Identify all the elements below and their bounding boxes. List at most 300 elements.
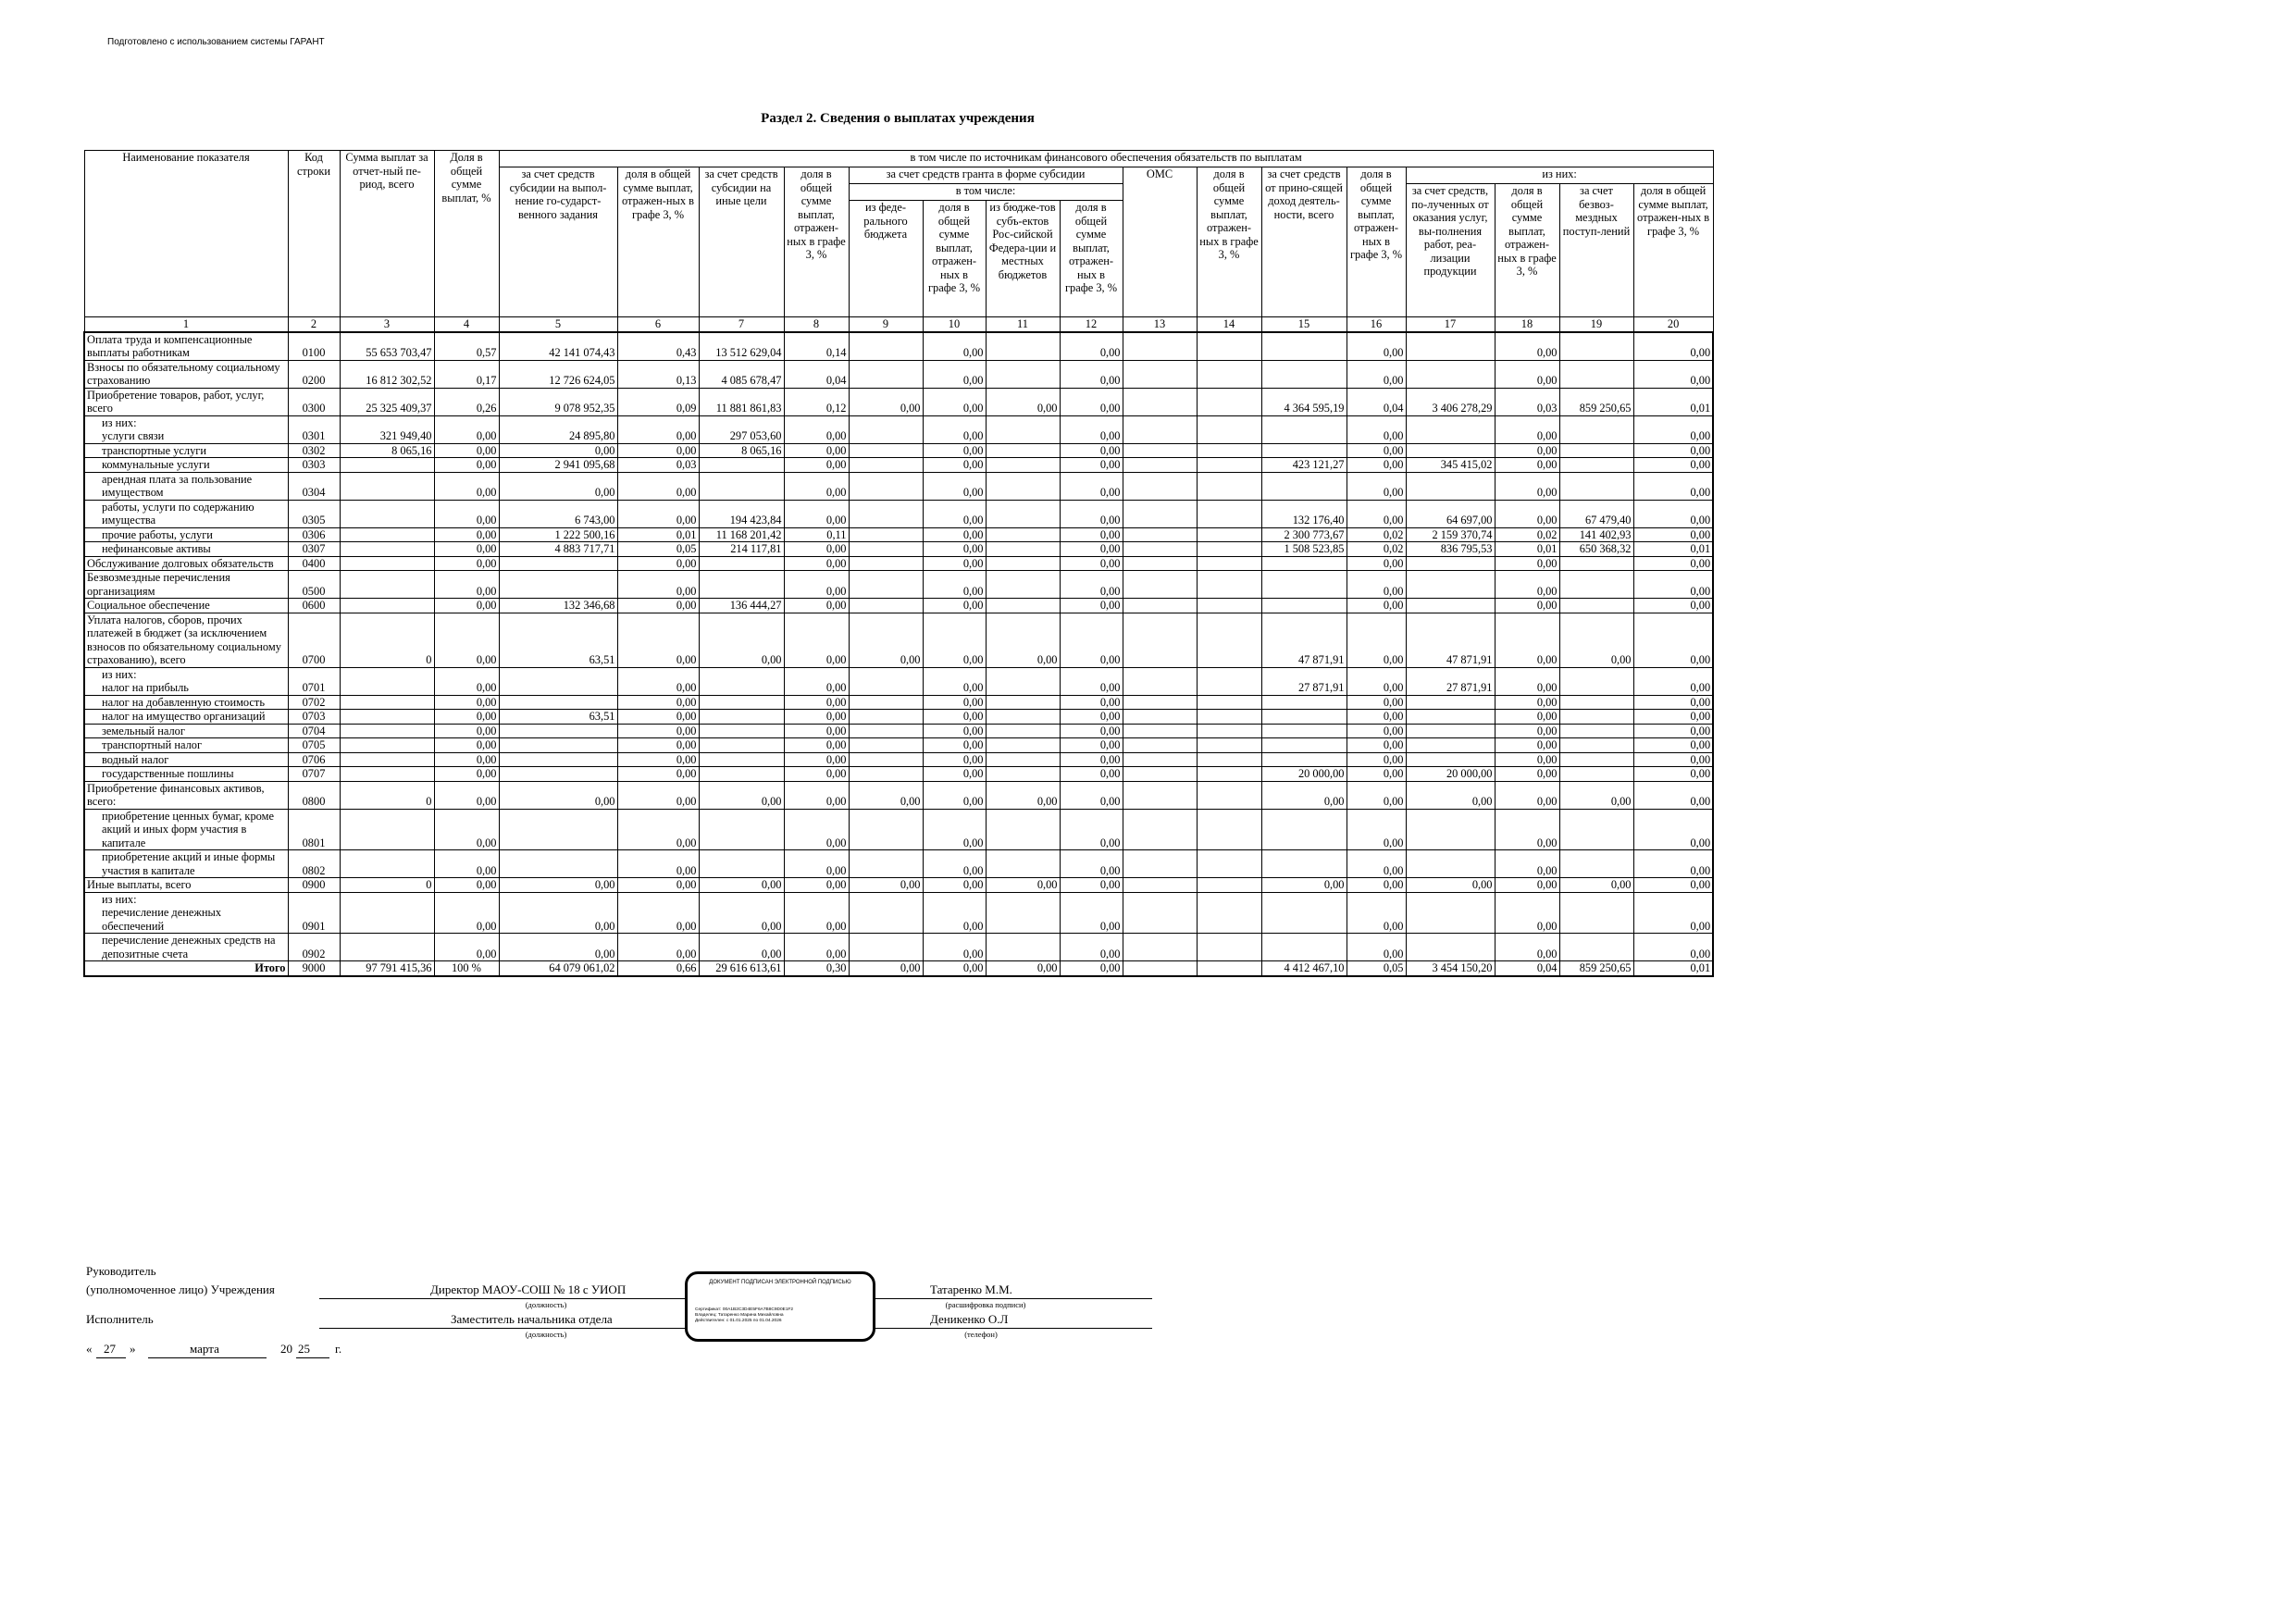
- row-value-col-9: [849, 458, 923, 473]
- row-value-col-19: [1559, 472, 1633, 500]
- row-value-col-11: [986, 415, 1060, 443]
- row-value-col-3: [340, 667, 434, 695]
- column-number: 10: [923, 317, 986, 332]
- row-name: арендная плата за пользование имуществом: [84, 472, 288, 500]
- row-value-col-7: 297 053,60: [699, 415, 784, 443]
- row-value-col-9: [849, 599, 923, 613]
- row-value-col-11: 0,00: [986, 781, 1060, 809]
- head-name: Татаренко М.М.: [930, 1282, 1012, 1296]
- row-code: 0703: [288, 710, 340, 725]
- row-value-col-17: 47 871,91: [1406, 613, 1495, 667]
- row-code: 0305: [288, 500, 340, 527]
- row-value-col-19: 141 402,93: [1559, 527, 1633, 542]
- row-value-col-4: 0,00: [434, 809, 499, 850]
- row-value-col-16: 0,00: [1347, 415, 1406, 443]
- row-value-col-9: [849, 934, 923, 961]
- payments-body: [84, 332, 1713, 976]
- row-value-col-3: 321 949,40: [340, 415, 434, 443]
- col-15-header: за счет средств от прино-сящей доход деятель-ности, всего: [1261, 167, 1347, 317]
- row-value-col-10: 0,00: [923, 556, 986, 571]
- table-row: [84, 892, 1713, 934]
- row-value-col-3: [340, 542, 434, 557]
- row-value-col-17: [1406, 892, 1495, 934]
- row-value-col-14: [1197, 961, 1261, 976]
- row-value-col-7: [699, 710, 784, 725]
- row-value-col-20: 0,00: [1633, 850, 1713, 878]
- head-position: Директор МАОУ-СОШ № 18 с УИОП: [430, 1282, 627, 1296]
- row-value-col-8: 0,00: [784, 472, 849, 500]
- row-value-col-7: 8 065,16: [699, 443, 784, 458]
- row-value-col-12: 0,00: [1060, 458, 1123, 473]
- row-value-col-12: 0,00: [1060, 934, 1123, 961]
- row-value-col-5: 1 222 500,16: [499, 527, 617, 542]
- row-code: 0901: [288, 892, 340, 934]
- row-value-col-7: [699, 724, 784, 738]
- table-row: [84, 850, 1713, 878]
- row-value-col-7: [699, 809, 784, 850]
- row-value-col-4: 0,00: [434, 527, 499, 542]
- col-code-header: Код строки: [288, 151, 340, 317]
- row-value-col-17: 836 795,53: [1406, 542, 1495, 557]
- row-value-col-7: [699, 556, 784, 571]
- row-value-col-11: [986, 458, 1060, 473]
- row-name: Оплата труда и компенсационные выплаты работникам: [84, 332, 288, 361]
- col-13-header: ОМС: [1123, 167, 1197, 317]
- row-value-col-7: 11 881 861,83: [699, 388, 784, 415]
- row-value-col-12: 0,00: [1060, 360, 1123, 388]
- row-value-col-4: 0,00: [434, 892, 499, 934]
- executor-position-caption: (должность): [525, 1330, 567, 1339]
- row-value-col-15: 423 121,27: [1261, 458, 1347, 473]
- row-value-col-3: 0: [340, 613, 434, 667]
- row-value-col-5: [499, 850, 617, 878]
- row-value-col-12: 0,00: [1060, 961, 1123, 976]
- row-value-col-4: 0,00: [434, 556, 499, 571]
- row-value-col-19: [1559, 892, 1633, 934]
- col-9-header: из феде-рального бюджета: [849, 201, 923, 317]
- row-value-col-16: 0,00: [1347, 892, 1406, 934]
- row-value-col-9: [849, 724, 923, 738]
- row-value-col-3: 25 325 409,37: [340, 388, 434, 415]
- row-value-col-9: [849, 809, 923, 850]
- row-code: 0400: [288, 556, 340, 571]
- row-value-col-19: [1559, 752, 1633, 767]
- row-value-col-12: 0,00: [1060, 767, 1123, 782]
- row-value-col-18: 0,00: [1495, 500, 1559, 527]
- table-row: [84, 542, 1713, 557]
- row-value-col-14: [1197, 388, 1261, 415]
- row-value-col-11: [986, 695, 1060, 710]
- row-value-col-10: 0,00: [923, 472, 986, 500]
- row-value-col-9: 0,00: [849, 388, 923, 415]
- row-value-col-8: 0,00: [784, 892, 849, 934]
- row-value-col-9: [849, 472, 923, 500]
- row-value-col-14: [1197, 850, 1261, 878]
- row-value-col-20: 0,00: [1633, 781, 1713, 809]
- table-row: [84, 500, 1713, 527]
- row-value-col-17: [1406, 571, 1495, 599]
- row-value-col-19: [1559, 809, 1633, 850]
- row-value-col-7: 214 117,81: [699, 542, 784, 557]
- row-value-col-16: 0,02: [1347, 542, 1406, 557]
- row-value-col-7: 13 512 629,04: [699, 332, 784, 361]
- row-value-col-18: 0,00: [1495, 332, 1559, 361]
- row-name: Уплата налогов, сборов, прочих платежей в бюджет (за исключением взносов по обязательному социальному страхованию), всего: [84, 613, 288, 667]
- row-value-col-7: [699, 458, 784, 473]
- row-value-col-16: 0,00: [1347, 443, 1406, 458]
- stamp-title: ДОКУМЕНТ ПОДПИСАН ЭЛЕКТРОННОЙ ПОДПИСЬЮ: [709, 1280, 851, 1285]
- row-code: 0600: [288, 599, 340, 613]
- row-value-col-13: [1123, 500, 1197, 527]
- row-value-col-13: [1123, 767, 1197, 782]
- row-value-col-11: [986, 738, 1060, 753]
- row-value-col-15: [1261, 724, 1347, 738]
- col-8-header: доля в общей сумме выплат, отражен-ных в графе 3, %: [784, 167, 849, 317]
- row-value-col-5: 24 895,80: [499, 415, 617, 443]
- row-value-col-13: [1123, 809, 1197, 850]
- row-value-col-15: 27 871,91: [1261, 667, 1347, 695]
- row-value-col-4: 100 %: [434, 961, 499, 976]
- row-name: Иные выплаты, всего: [84, 878, 288, 893]
- row-value-col-8: 0,00: [784, 710, 849, 725]
- row-value-col-13: [1123, 542, 1197, 557]
- row-value-col-11: [986, 527, 1060, 542]
- row-value-col-12: 0,00: [1060, 809, 1123, 850]
- row-code: 0706: [288, 752, 340, 767]
- row-code: 0800: [288, 781, 340, 809]
- row-value-col-8: 0,00: [784, 767, 849, 782]
- garant-note: Подготовлено с использованием системы ГАРАНТ: [107, 37, 325, 47]
- row-value-col-3: [340, 850, 434, 878]
- table-row: [84, 695, 1713, 710]
- row-value-col-6: 0,00: [617, 472, 699, 500]
- row-code: 0500: [288, 571, 340, 599]
- row-name: Приобретение финансовых активов, всего:: [84, 781, 288, 809]
- row-value-col-10: 0,00: [923, 500, 986, 527]
- row-value-col-8: 0,30: [784, 961, 849, 976]
- row-value-col-17: 64 697,00: [1406, 500, 1495, 527]
- table-row: [84, 388, 1713, 415]
- row-value-col-10: 0,00: [923, 388, 986, 415]
- row-value-col-20: 0,01: [1633, 542, 1713, 557]
- row-value-col-3: [340, 472, 434, 500]
- table-row: [84, 458, 1713, 473]
- row-value-col-5: [499, 752, 617, 767]
- row-value-col-15: 0,00: [1261, 781, 1347, 809]
- row-value-col-9: [849, 415, 923, 443]
- row-value-col-18: 0,00: [1495, 724, 1559, 738]
- row-value-col-16: 0,00: [1347, 781, 1406, 809]
- row-value-col-5: [499, 767, 617, 782]
- row-value-col-19: [1559, 710, 1633, 725]
- row-value-col-12: 0,00: [1060, 527, 1123, 542]
- row-value-col-12: 0,00: [1060, 752, 1123, 767]
- row-value-col-5: 42 141 074,43: [499, 332, 617, 361]
- row-code: 0303: [288, 458, 340, 473]
- row-value-col-20: 0,00: [1633, 360, 1713, 388]
- row-value-col-18: 0,01: [1495, 542, 1559, 557]
- row-value-col-10: 0,00: [923, 961, 986, 976]
- row-name: Взносы по обязательному социальному страхованию: [84, 360, 288, 388]
- col-5-header: за счет средств субсидии на выпол-нение го-сударст-венного задания: [499, 167, 617, 317]
- row-value-col-16: 0,00: [1347, 599, 1406, 613]
- row-value-col-7: [699, 767, 784, 782]
- row-value-col-17: [1406, 472, 1495, 500]
- row-value-col-20: 0,00: [1633, 599, 1713, 613]
- row-value-col-17: [1406, 695, 1495, 710]
- row-value-col-5: 6 743,00: [499, 500, 617, 527]
- row-value-col-18: 0,00: [1495, 571, 1559, 599]
- col-grant-header: за счет средств гранта в форме субсидии: [849, 167, 1123, 184]
- row-value-col-14: [1197, 527, 1261, 542]
- row-value-col-19: [1559, 695, 1633, 710]
- row-value-col-20: 0,00: [1633, 556, 1713, 571]
- row-value-col-10: 0,00: [923, 724, 986, 738]
- row-value-col-11: [986, 360, 1060, 388]
- row-code: 0300: [288, 388, 340, 415]
- row-value-col-15: [1261, 443, 1347, 458]
- row-value-col-8: 0,04: [784, 360, 849, 388]
- row-value-col-19: [1559, 738, 1633, 753]
- row-code: 0700: [288, 613, 340, 667]
- row-value-col-9: [849, 767, 923, 782]
- row-value-col-9: [849, 360, 923, 388]
- column-number: 3: [340, 317, 434, 332]
- row-value-col-3: 0: [340, 781, 434, 809]
- row-value-col-18: 0,00: [1495, 892, 1559, 934]
- row-code: 0705: [288, 738, 340, 753]
- row-value-col-6: 0,00: [617, 556, 699, 571]
- row-value-col-12: 0,00: [1060, 472, 1123, 500]
- row-name: водный налог: [84, 752, 288, 767]
- column-number: 4: [434, 317, 499, 332]
- row-value-col-4: 0,00: [434, 667, 499, 695]
- row-value-col-11: [986, 472, 1060, 500]
- row-value-col-9: [849, 752, 923, 767]
- row-value-col-15: [1261, 809, 1347, 850]
- row-value-col-15: [1261, 695, 1347, 710]
- row-value-col-17: 20 000,00: [1406, 767, 1495, 782]
- row-value-col-8: 0,00: [784, 781, 849, 809]
- row-value-col-14: [1197, 542, 1261, 557]
- row-value-col-10: 0,00: [923, 809, 986, 850]
- stamp-line: Сертификат: 00A1B2C3D4E5F6A7B8C9D0E1F2: [695, 1307, 794, 1312]
- row-value-col-14: [1197, 892, 1261, 934]
- row-value-col-8: 0,00: [784, 809, 849, 850]
- row-value-col-3: [340, 458, 434, 473]
- row-value-col-7: [699, 752, 784, 767]
- row-value-col-4: 0,00: [434, 738, 499, 753]
- row-code: 0100: [288, 332, 340, 361]
- row-value-col-4: 0,00: [434, 781, 499, 809]
- row-value-col-19: [1559, 458, 1633, 473]
- row-value-col-3: [340, 892, 434, 934]
- row-value-col-4: 0,17: [434, 360, 499, 388]
- row-value-col-6: 0,00: [617, 724, 699, 738]
- row-value-col-11: [986, 571, 1060, 599]
- row-value-col-20: 0,00: [1633, 472, 1713, 500]
- row-value-col-17: 0,00: [1406, 781, 1495, 809]
- row-value-col-3: 8 065,16: [340, 443, 434, 458]
- row-value-col-8: 0,00: [784, 415, 849, 443]
- row-value-col-9: [849, 527, 923, 542]
- row-value-col-10: 0,00: [923, 443, 986, 458]
- row-value-col-13: [1123, 527, 1197, 542]
- row-value-col-3: [340, 738, 434, 753]
- row-value-col-9: [849, 695, 923, 710]
- row-value-col-5: 4 883 717,71: [499, 542, 617, 557]
- table-row: [84, 360, 1713, 388]
- table-row: [84, 527, 1713, 542]
- row-value-col-3: 16 812 302,52: [340, 360, 434, 388]
- row-value-col-14: [1197, 878, 1261, 893]
- row-value-col-20: 0,00: [1633, 892, 1713, 934]
- row-value-col-17: 27 871,91: [1406, 667, 1495, 695]
- column-number: 14: [1197, 317, 1261, 332]
- row-value-col-7: [699, 571, 784, 599]
- row-value-col-14: [1197, 934, 1261, 961]
- row-value-col-4: 0,00: [434, 934, 499, 961]
- row-value-col-10: 0,00: [923, 613, 986, 667]
- row-value-col-10: 0,00: [923, 458, 986, 473]
- row-code: 0704: [288, 724, 340, 738]
- row-value-col-7: 29 616 613,61: [699, 961, 784, 976]
- row-value-col-10: 0,00: [923, 542, 986, 557]
- column-number: 2: [288, 317, 340, 332]
- row-value-col-11: 0,00: [986, 878, 1060, 893]
- row-value-col-8: 0,14: [784, 332, 849, 361]
- row-value-col-11: [986, 752, 1060, 767]
- row-name: нефинансовые активы: [84, 542, 288, 557]
- row-value-col-5: 9 078 952,35: [499, 388, 617, 415]
- row-value-col-14: [1197, 781, 1261, 809]
- row-value-col-16: 0,00: [1347, 850, 1406, 878]
- row-value-col-19: [1559, 556, 1633, 571]
- row-value-col-20: 0,00: [1633, 527, 1713, 542]
- name-caption: (расшифровка подписи): [945, 1300, 1026, 1309]
- row-value-col-11: [986, 443, 1060, 458]
- row-value-col-6: 0,00: [617, 695, 699, 710]
- row-value-col-10: 0,00: [923, 527, 986, 542]
- row-value-col-12: 0,00: [1060, 443, 1123, 458]
- row-value-col-6: 0,00: [617, 500, 699, 527]
- row-value-col-11: 0,00: [986, 961, 1060, 976]
- row-value-col-17: [1406, 332, 1495, 361]
- executor-label: Исполнитель: [86, 1312, 154, 1326]
- row-value-col-19: 859 250,65: [1559, 961, 1633, 976]
- row-value-col-4: 0,00: [434, 415, 499, 443]
- col-grant-incl-header: в том числе:: [849, 184, 1123, 201]
- row-value-col-10: 0,00: [923, 332, 986, 361]
- row-value-col-18: 0,00: [1495, 599, 1559, 613]
- row-value-col-8: 0,00: [784, 458, 849, 473]
- row-value-col-20: 0,00: [1633, 710, 1713, 725]
- row-value-col-10: 0,00: [923, 934, 986, 961]
- row-value-col-9: [849, 542, 923, 557]
- row-value-col-19: [1559, 767, 1633, 782]
- row-value-col-15: 47 871,91: [1261, 613, 1347, 667]
- row-name: транспортные услуги: [84, 443, 288, 458]
- col-12-header: доля в общей сумме выплат, отражен-ных в графе 3, %: [1060, 201, 1123, 317]
- column-number: 1: [84, 317, 288, 332]
- stamp-details: [695, 1307, 793, 1324]
- row-value-col-18: 0,00: [1495, 781, 1559, 809]
- row-value-col-7: 194 423,84: [699, 500, 784, 527]
- row-value-col-19: [1559, 724, 1633, 738]
- row-value-col-4: 0,00: [434, 571, 499, 599]
- date-day: 27: [104, 1342, 116, 1356]
- row-name: налог на добавленную стоимость: [84, 695, 288, 710]
- row-value-col-4: 0,00: [434, 850, 499, 878]
- row-value-col-9: [849, 667, 923, 695]
- row-value-col-20: 0,00: [1633, 934, 1713, 961]
- row-value-col-7: 136 444,27: [699, 599, 784, 613]
- row-value-col-17: [1406, 934, 1495, 961]
- row-value-col-4: 0,00: [434, 613, 499, 667]
- row-value-col-10: 0,00: [923, 667, 986, 695]
- row-value-col-4: 0,00: [434, 472, 499, 500]
- column-number: 19: [1559, 317, 1633, 332]
- row-value-col-14: [1197, 360, 1261, 388]
- row-value-col-6: 0,00: [617, 752, 699, 767]
- row-value-col-12: 0,00: [1060, 542, 1123, 557]
- row-value-col-13: [1123, 388, 1197, 415]
- row-value-col-6: 0,00: [617, 571, 699, 599]
- row-value-col-13: [1123, 738, 1197, 753]
- row-value-col-20: 0,01: [1633, 961, 1713, 976]
- row-value-col-9: [849, 332, 923, 361]
- row-value-col-15: [1261, 934, 1347, 961]
- column-number: 8: [784, 317, 849, 332]
- row-value-col-16: 0,00: [1347, 934, 1406, 961]
- row-value-col-14: [1197, 472, 1261, 500]
- row-name: работы, услуги по содержанию имущества: [84, 500, 288, 527]
- row-value-col-6: 0,00: [617, 710, 699, 725]
- row-value-col-18: 0,00: [1495, 850, 1559, 878]
- table-row: [84, 472, 1713, 500]
- payments-table: [83, 150, 1714, 977]
- row-value-col-6: 0,03: [617, 458, 699, 473]
- row-value-col-7: 0,00: [699, 934, 784, 961]
- row-value-col-8: 0,00: [784, 738, 849, 753]
- row-value-col-12: 0,00: [1060, 388, 1123, 415]
- row-name: из них: перечисление денежных обеспечений: [84, 892, 288, 934]
- row-value-col-6: 0,00: [617, 415, 699, 443]
- row-value-col-15: [1261, 850, 1347, 878]
- row-value-col-20: 0,00: [1633, 767, 1713, 782]
- row-value-col-6: 0,00: [617, 809, 699, 850]
- row-value-col-16: 0,00: [1347, 710, 1406, 725]
- row-value-col-19: 0,00: [1559, 781, 1633, 809]
- col-name-header: Наименование показателя: [84, 151, 288, 317]
- row-value-col-20: 0,00: [1633, 809, 1713, 850]
- row-code: 0306: [288, 527, 340, 542]
- row-name: перечисление денежных средств на депозитные счета: [84, 934, 288, 961]
- row-value-col-20: 0,00: [1633, 724, 1713, 738]
- row-code: 0702: [288, 695, 340, 710]
- row-value-col-5: 0,00: [499, 934, 617, 961]
- row-value-col-4: 0,00: [434, 542, 499, 557]
- table-row: [84, 934, 1713, 961]
- row-value-col-18: 0,00: [1495, 767, 1559, 782]
- row-value-col-6: 0,00: [617, 667, 699, 695]
- row-value-col-15: 1 508 523,85: [1261, 542, 1347, 557]
- row-value-col-15: [1261, 738, 1347, 753]
- row-value-col-5: 0,00: [499, 878, 617, 893]
- row-value-col-3: [340, 934, 434, 961]
- row-value-col-8: 0,00: [784, 695, 849, 710]
- column-number: 16: [1347, 317, 1406, 332]
